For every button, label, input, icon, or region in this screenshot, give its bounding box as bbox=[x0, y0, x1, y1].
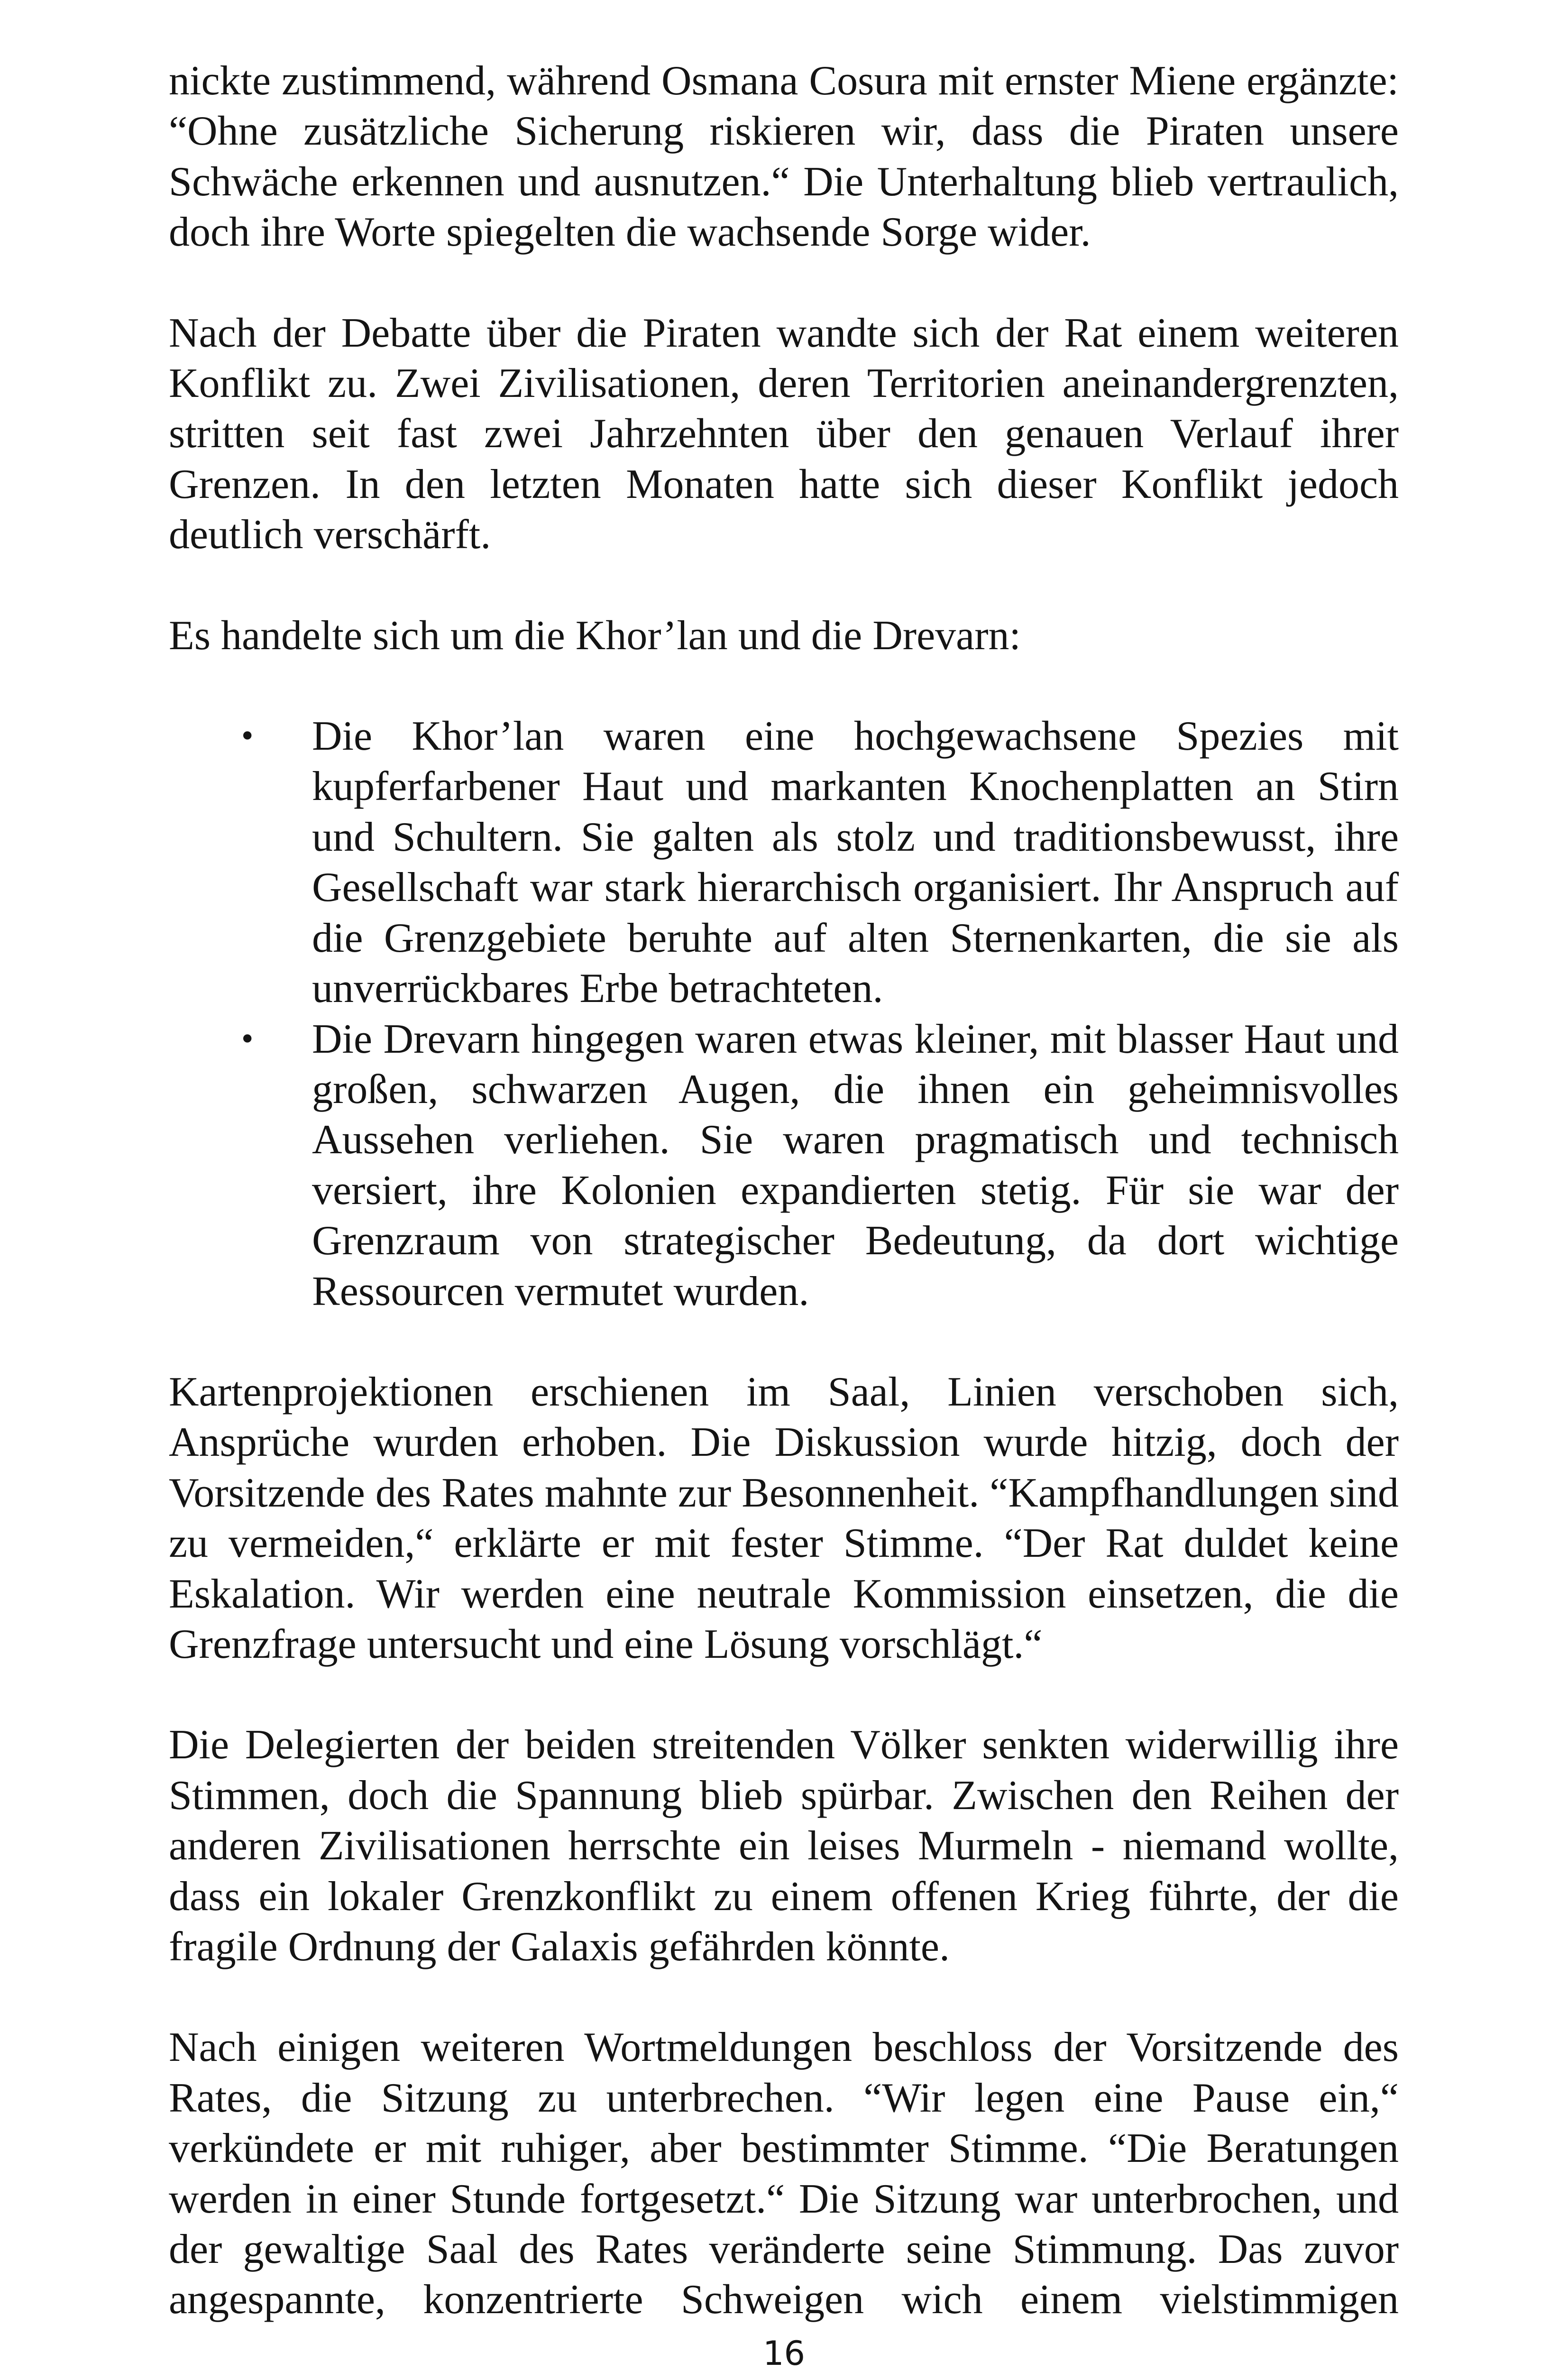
bullet-item bbox=[169, 711, 1399, 1014]
text-column bbox=[169, 56, 1399, 2325]
paragraph: Es handelte sich um die Khor’lan und die Drevarn: bbox=[169, 612, 1021, 659]
paragraph: Nach einigen weiteren Wortmeldungen beschloss der Vorsitzende des Rates, die Sitzung zu unterbrechen. “Wir legen eine Pause ein,“ verkündete er mit ruhiger, aber bestimmter Stimme. “Die Beratungen werden in einer Stunde fortgesetzt.“ Die Sitzung war unterbrochen, und der gewaltige Saal des Rates veränderte seine Stimmung. Das zuvor angespannte, konzentrierte Schweigen wich einem vielstimmigen bbox=[169, 2024, 1399, 2323]
paragraph: nickte zustimmend, während Osmana Cosura mit ernster Miene ergänzte: “Ohne zusätzliche Sicherung riskieren wir, dass die Piraten unsere Schwäche erkennen und ausnutzen.“ Die Unterhaltung blieb vertraulich, doch ihre Worte spiegelten die wachsende Sorge wider. bbox=[169, 58, 1399, 256]
bullet-icon: • bbox=[239, 1022, 256, 1056]
page-number: 16 bbox=[762, 2334, 806, 2371]
bullet-item bbox=[169, 1014, 1399, 1317]
paragraph: Nach der Debatte über die Piraten wandte sich der Rat einem weiteren Konflikt zu. Zwei Zivilisationen, deren Territorien aneinandergrenzten, stritten seit fast zwei Jahrzehnten über den genauen Verlauf ihrer Grenzen. In den letzten Monaten hatte sich dieser Konflikt jedoch deutlich verschärft. bbox=[169, 310, 1399, 558]
bullet-text: Die Khor’lan waren eine hochgewachsene Spezies mit kupferfarbener Haut und markanten Knochenplatten an Stirn und Schultern. Sie galten als stolz und traditionsbewusst, ihre Gesellschaft war stark hierarchisch organisiert. Ihr Anspruch auf die Grenzgebiete beruhte auf alten Sternenkarten, die sie als unverrückbares Erbe betrachteten. bbox=[312, 713, 1399, 1012]
bullet-icon: • bbox=[239, 720, 256, 754]
bullet-list bbox=[169, 711, 1399, 1317]
paragraph: Kartenprojektionen erschienen im Saal, Linien verschoben sich, Ansprüche wurden erhoben. Die Diskussion wurde hitzig, doch der Vorsitzende des Rates mahnte zur Besonnenheit. “Kampfhandlungen sind zu vermeiden,“ erklärte er mit fester Stimme. “Der Rat duldet keine Eskalation. Wir werden eine neutrale Kommission einsetzen, die die Grenzfrage untersucht und eine Lösung vorschlägt.“ bbox=[169, 1369, 1399, 1667]
paragraph: Die Delegierten der beiden streitenden Völker senkten widerwillig ihre Stimmen, doch die Spannung blieb spürbar. Zwischen den Reihen der anderen Zivilisationen herrschte ein leises Murmeln - niemand wollte, dass ein lokaler Grenzkonflikt zu einem offenen Krieg führte, der die fragile Ordnung der Galaxis gefährden könnte. bbox=[169, 1722, 1399, 1970]
bullet-text: Die Drevarn hingegen waren etwas kleiner, mit blasser Haut und großen, schwarzen Augen, die ihnen ein geheimnisvolles Aussehen verliehen. Sie waren pragmatisch und technisch versiert, ihre Kolonien expandierten stetig. Für sie war der Grenzraum von strategischer Bedeutung, da dort wichtige Ressourcen vermutet wurden. bbox=[312, 1016, 1399, 1314]
